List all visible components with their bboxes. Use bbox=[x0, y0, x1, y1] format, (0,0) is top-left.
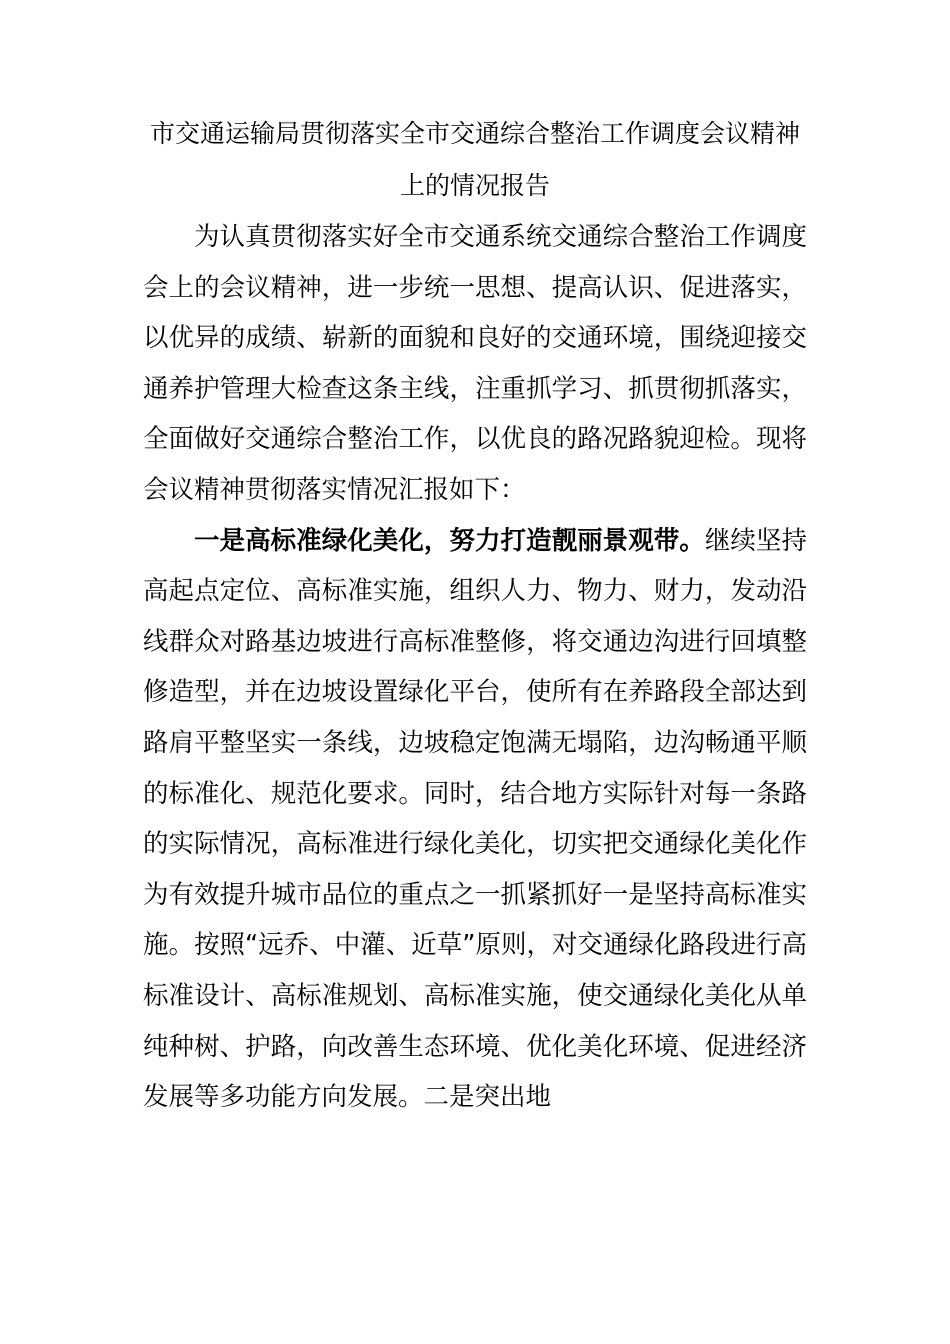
document-title: 市交通运输局贯彻落实全市交通综合整治工作调度会议精神上的情况报告 bbox=[149, 119, 800, 200]
paragraph-greening-text: 继续坚持高起点定位、高标准实施，组织人力、物力、财力，发动沿线群众对路基边坡进行高标准整修，将交通边沟进行回填整修造型，并在边坡设置绿化平台，使所有在养路段全部达到路肩平整坚实一条线，边坡稳定饱满无塌陷，边沟畅通平顺的标准化、规范化要求。同时，结合地方实际针对每一条路的实际情况，高标准进行绿化美化，切实把交通绿化美化作为有效提升城市品位的重点之一抓紧抓好一是坚持高标准实施。按照“远乔、中灌、近草”原则，对交通绿化路段进行高标准设计、高标准规划、高标准实施，使交通绿化美化从单纯种树、护路，向改善生态环境、优化美化环境、促进经济发展等多功能方向发展。二是突出地 bbox=[143, 525, 807, 1113]
paragraph-intro-text: 为认真贯彻落实好全市交通系统交通综合整治工作调度会上的会议精神，进一步统一思想、提高认识、促进落实，以优异的成绩、崭新的面貌和良好的交通环境，围绕迎接交通养护管理大检查这条主线，注重抓学习、抓贯彻抓落实，全面做好交通综合整治工作，以优良的路况路貌迎检。现将会议精神贯彻落实情况汇报如下： bbox=[143, 222, 807, 505]
paragraph-greening-lead: 一是高标准绿化美化，努力打造靓丽景观带。 bbox=[194, 525, 705, 556]
paragraph-greening bbox=[143, 516, 807, 1123]
paragraph-intro bbox=[143, 212, 807, 516]
document-page bbox=[143, 108, 807, 1123]
